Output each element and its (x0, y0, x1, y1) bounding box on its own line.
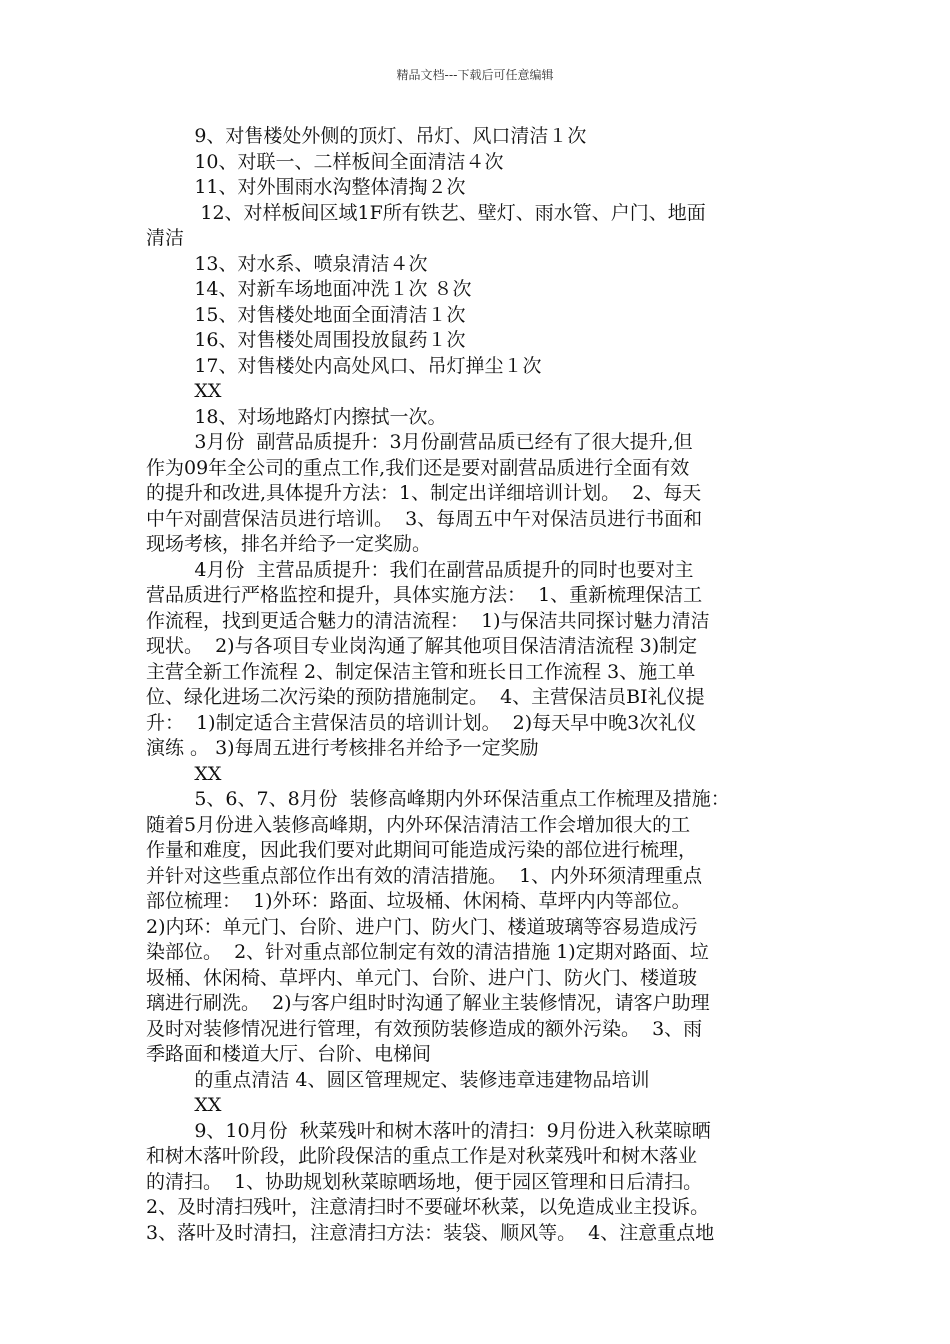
text-line: 随着5月份进入装修高峰期，内外环保洁清洁工作会增加很大的工 (146, 813, 691, 836)
text-line: 璃进行刷洗。 2)与客户组时时沟通了解业主装修情况，请客户助理 (146, 992, 710, 1014)
text-line: 和树木落叶阶段，此阶段保洁的重点工作是对秋菜残叶和树木落业 (146, 1145, 698, 1167)
text-line: 3、落叶及时清扫，注意清扫方法：装袋、顺风等。 4、注意重点地 (146, 1221, 715, 1244)
text-line: 12、对样板间区域1F所有铁艺、壁灯、雨水管、户门、地面 (146, 201, 706, 224)
text-line: 及时对装修情况进行管理，有效预防装修造成的额外污染。 3、雨 (146, 1017, 703, 1040)
text-line: XX (146, 762, 222, 785)
text-line: 2)内环：单元门、台阶、进户门、防火门、楼道玻璃等容易造成污 (146, 915, 698, 938)
text-line: 16、对售楼处周围投放鼠药１次 (146, 329, 466, 351)
text-line: 11、对外围雨水沟整体清掏２次 (146, 176, 466, 198)
text-line: XX (146, 380, 222, 402)
text-line: 现场考核，排名并给予一定奖励。 (146, 533, 432, 555)
text-line: 升： 1)制定适合主营保洁员的培训计划。 2)每天早中晚3次礼仪 (146, 711, 697, 734)
text-line: 现状。 2)与各项目专业岗沟通了解其他项目保洁清洁流程 3)制定 (146, 635, 698, 657)
text-line: 17、对售楼处内高处风口、吊灯掸尘１次 (146, 354, 542, 377)
text-line: 10、对联一、二样板间全面清洁４次 (146, 150, 504, 173)
text-line: 季路面和楼道大厅、台阶、电梯间 (146, 1043, 432, 1065)
text-line: 演练 。 3)每周五进行考核排名并给予一定奖励 (146, 737, 539, 759)
text-line: 2、及时清扫残叶，注意清扫时不要碰坏秋菜，以免造成业主投诉。 (146, 1196, 710, 1218)
text-line: 染部位。 2、针对重点部位制定有效的清洁措施 1)定期对路面、垃 (146, 941, 709, 963)
text-line: 主营全新工作流程 2、制定保洁主管和班长日工作流程 3、施工单 (146, 660, 696, 683)
text-line: 作流程，找到更适合魅力的清洁流程： 1)与保洁共同探讨魅力清洁 (146, 609, 710, 632)
text-line: 的重点清洁 4、圆区管理规定、装修违章违建物品培训 (146, 1068, 650, 1091)
text-line: 14、对新车场地面冲洗１次 ８次 (146, 278, 472, 300)
text-line: 5、6、7、8月份 装修高峰期内外环保洁重点工作梳理及措施： (146, 788, 730, 810)
text-line: 位、绿化进场二次污染的预防措施制定。 4、主营保洁员BI礼仪提 (146, 686, 705, 708)
text-line: 圾桶、休闲椅、草坪内、单元门、台阶、进户门、防火门、楼道玻 (146, 966, 698, 989)
text-line: 并针对这些重点部位作出有效的清洁措施。 1、内外环须清理重点 (146, 864, 703, 887)
text-line: 部位梳理： 1)外环：路面、垃圾桶、休闲椅、草坪内内等部位。 (146, 890, 691, 912)
text-line: 3月份 副营品质提升：3月份副营品质已经有了很大提升,但 (146, 431, 693, 453)
text-line: 作为09年全公司的重点工作,我们还是要对副营品质进行全面有效 (146, 456, 690, 479)
text-line: 营品质进行严格监控和提升，具体实施方法： 1、重新梳理保洁工 (146, 584, 703, 606)
page-header: 精品文档---下载后可任意编辑 (396, 68, 554, 82)
text-line: 15、对售楼处地面全面清洁１次 (146, 303, 466, 326)
text-line: 的清扫。 1、协助规划秋菜晾晒场地，便于园区管理和日后清扫。 (146, 1170, 703, 1193)
text-line: 作量和难度，因此我们要对此期间可能造成污染的部位进行梳理， (146, 839, 698, 861)
text-line: 中午对副营保洁员进行培训。 3、每周五中午对保洁员进行书面和 (146, 507, 703, 530)
text-line: 的提升和改进,具体提升方法：1、制定出详细培训计划。 2、每天 (146, 482, 702, 504)
text-line: 9、对售楼处外侧的顶灯、吊灯、风口清洁１次 (146, 125, 587, 147)
text-line: 13、对水系、喷泉清洁４次 (146, 252, 428, 275)
text-line: 4月份 主营品质提升：我们在副营品质提升的同时也要对主 (146, 558, 694, 581)
text-line: 9、10月份 秋菜残叶和树木落叶的清扫：9月份进入秋菜晾晒 (146, 1119, 711, 1142)
text-line: 18、对场地路灯内擦拭一次。 (146, 405, 447, 428)
text-line: 清洁 (146, 227, 185, 249)
document-body (146, 124, 816, 1246)
text-line: XX (146, 1094, 222, 1116)
